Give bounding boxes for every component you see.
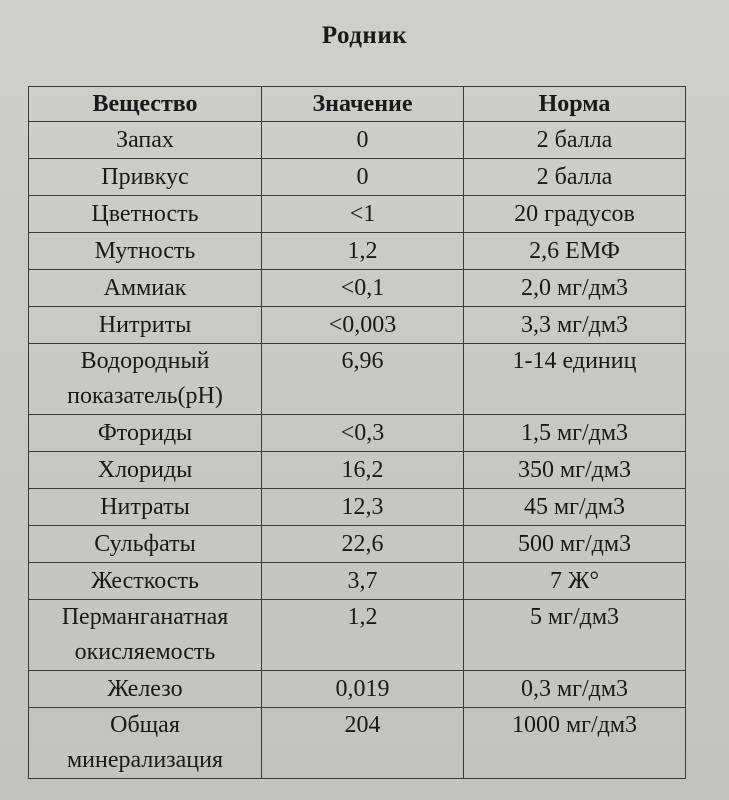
table-row: [29, 122, 686, 159]
table-row: [29, 708, 686, 779]
header-norm: Норма: [464, 87, 686, 122]
table-row: [29, 196, 686, 233]
water-analysis-table: [28, 86, 686, 779]
cell-norm: 2 балла: [464, 159, 686, 196]
cell-norm: 45 мг/дм3: [464, 489, 686, 526]
cell-value: <0,1: [262, 270, 464, 307]
cell-norm: 3,3 мг/дм3: [464, 307, 686, 344]
table-row: [29, 415, 686, 452]
cell-norm: 500 мг/дм3: [464, 526, 686, 563]
cell-value: 22,6: [262, 526, 464, 563]
cell-substance: Нитриты: [29, 307, 262, 344]
cell-value: 16,2: [262, 452, 464, 489]
table-row: [29, 159, 686, 196]
header-value: Значение: [262, 87, 464, 122]
cell-value: 1,2: [262, 233, 464, 270]
cell-value: 0,019: [262, 671, 464, 708]
cell-norm: 1000 мг/дм3: [464, 708, 686, 779]
cell-value: <0,003: [262, 307, 464, 344]
table-row: [29, 270, 686, 307]
header-substance: Вещество: [29, 87, 262, 122]
cell-norm: 2 балла: [464, 122, 686, 159]
cell-norm: 2,0 мг/дм3: [464, 270, 686, 307]
cell-value: 0: [262, 122, 464, 159]
cell-norm: 0,3 мг/дм3: [464, 671, 686, 708]
table-row: [29, 452, 686, 489]
cell-substance: Аммиак: [29, 270, 262, 307]
cell-substance: Водородный показатель(pH): [29, 344, 262, 415]
cell-norm: 20 градусов: [464, 196, 686, 233]
table-row: [29, 563, 686, 600]
cell-norm: 1,5 мг/дм3: [464, 415, 686, 452]
table-row: [29, 307, 686, 344]
cell-norm: 350 мг/дм3: [464, 452, 686, 489]
cell-value: 0: [262, 159, 464, 196]
cell-value: <0,3: [262, 415, 464, 452]
cell-value: <1: [262, 196, 464, 233]
cell-substance: Запах: [29, 122, 262, 159]
cell-substance: Хлориды: [29, 452, 262, 489]
cell-substance: Железо: [29, 671, 262, 708]
cell-substance: Перманганатная окисляемость: [29, 600, 262, 671]
table-row: [29, 671, 686, 708]
cell-substance: Цветность: [29, 196, 262, 233]
table-row: [29, 489, 686, 526]
cell-value: 3,7: [262, 563, 464, 600]
cell-norm: 1-14 единиц: [464, 344, 686, 415]
cell-substance: Привкус: [29, 159, 262, 196]
table-row: [29, 233, 686, 270]
cell-norm: 2,6 ЕМФ: [464, 233, 686, 270]
cell-substance: Фториды: [29, 415, 262, 452]
cell-substance: Мутность: [29, 233, 262, 270]
table-row: [29, 526, 686, 563]
cell-value: 12,3: [262, 489, 464, 526]
table-body: [29, 122, 686, 779]
cell-substance: Нитраты: [29, 489, 262, 526]
cell-norm: 7 Ж°: [464, 563, 686, 600]
table-row: [29, 600, 686, 671]
document-title: Родник: [321, 22, 408, 49]
table-row: [29, 344, 686, 415]
cell-substance: Сульфаты: [29, 526, 262, 563]
cell-substance: Жесткость: [29, 563, 262, 600]
cell-substance: Общая минерализация: [29, 708, 262, 779]
cell-value: 1,2: [262, 600, 464, 671]
cell-value: 6,96: [262, 344, 464, 415]
cell-norm: 5 мг/дм3: [464, 600, 686, 671]
cell-value: 204: [262, 708, 464, 779]
table-header-row: [29, 87, 686, 122]
